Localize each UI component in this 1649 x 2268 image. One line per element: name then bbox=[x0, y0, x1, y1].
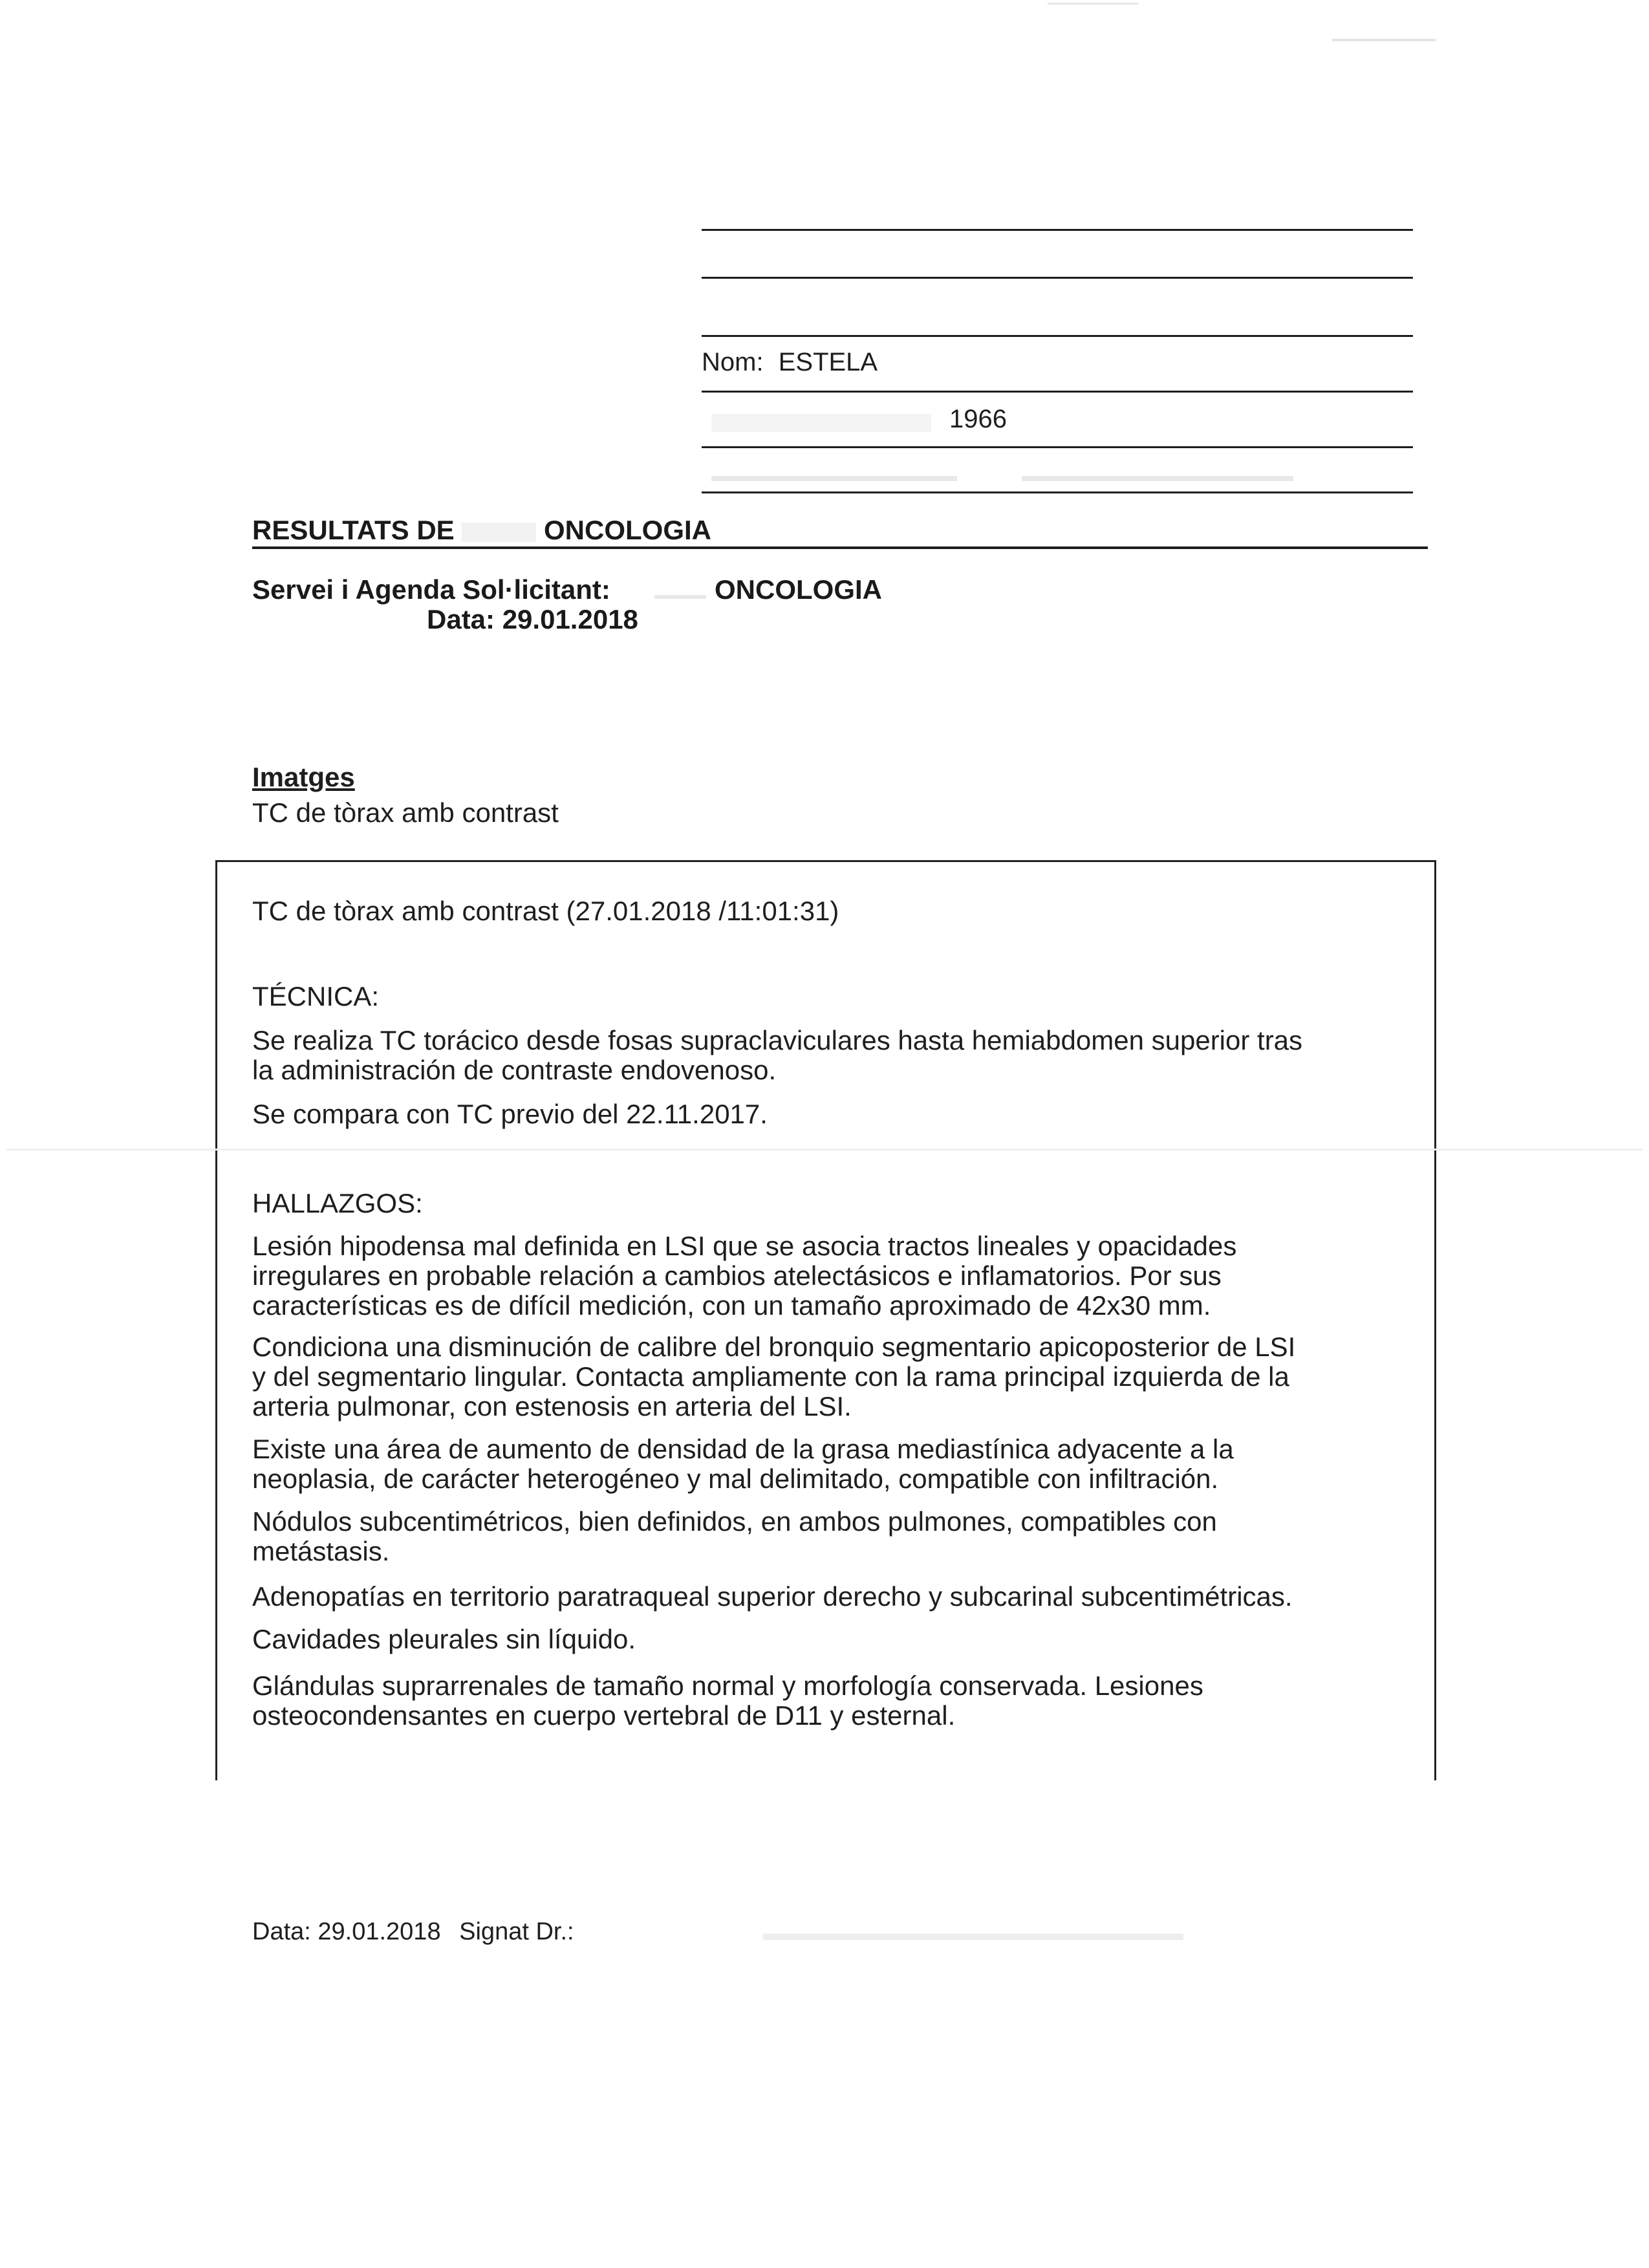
service-date-label: Data: bbox=[427, 604, 495, 634]
redaction-mark bbox=[763, 1934, 1183, 1940]
redaction-mark bbox=[1022, 476, 1293, 481]
text-line: la administración de contraste endovenoso. bbox=[252, 1055, 777, 1085]
patient-name-value: ESTELA bbox=[778, 348, 878, 376]
scan-artifact bbox=[6, 1149, 1643, 1150]
findings-heading: HALLAZGOS: bbox=[252, 1188, 423, 1218]
service-value: ONCOLOGIA bbox=[715, 574, 882, 605]
patient-name bbox=[702, 348, 878, 377]
patient-birth-year: 1966 bbox=[949, 405, 1007, 433]
header-rule bbox=[702, 229, 1413, 231]
service-label: Servei i Agenda Sol·licitant: bbox=[252, 574, 610, 605]
technique-paragraph bbox=[252, 1026, 1410, 1085]
finding-paragraph bbox=[252, 1332, 1410, 1421]
header-rule bbox=[702, 391, 1413, 393]
redaction-mark bbox=[711, 476, 957, 481]
text-line: características es de difícil medición, con un tamaño aproximado de 42x30 mm. bbox=[252, 1290, 1211, 1321]
finding-paragraph bbox=[252, 1231, 1410, 1321]
page-title-suffix: ONCOLOGIA bbox=[544, 515, 712, 545]
study-title: TC de tòrax amb contrast (27.01.2018 /11:01:31) bbox=[252, 896, 839, 926]
text-line: osteocondensantes en cuerpo vertebral de D11 y esternal. bbox=[252, 1700, 956, 1731]
redaction-mark bbox=[711, 414, 931, 432]
header-rule bbox=[702, 335, 1413, 337]
page-title-prefix: RESULTATS DE bbox=[252, 515, 455, 545]
finding-paragraph bbox=[252, 1434, 1410, 1494]
text-line: Condiciona una disminución de calibre del bronquio segmentario apicoposterior de LSI bbox=[252, 1332, 1296, 1362]
title-rule bbox=[252, 546, 1428, 549]
comparison-line: Se compara con TC previo del 22.11.2017. bbox=[252, 1099, 768, 1129]
header-rule bbox=[702, 277, 1413, 279]
page-title-redaction bbox=[462, 523, 536, 542]
finding-paragraph bbox=[252, 1625, 1410, 1654]
footer-date-label: Data: bbox=[252, 1918, 311, 1945]
redaction-mark bbox=[654, 595, 706, 599]
text-line: Existe una área de aumento de densidad de la grasa mediastínica adyacente a la bbox=[252, 1434, 1234, 1464]
text-line: metástasis. bbox=[252, 1536, 390, 1566]
service-date-value: 29.01.2018 bbox=[502, 604, 638, 634]
service-date bbox=[427, 604, 638, 635]
finding-paragraph bbox=[252, 1507, 1410, 1566]
text-line: irregulares en probable relación a cambios atelectásicos e inflamatorios. Por sus bbox=[252, 1260, 1222, 1291]
technique-heading: TÉCNICA: bbox=[252, 981, 380, 1011]
finding-paragraph bbox=[252, 1582, 1410, 1612]
images-heading: Imatges bbox=[252, 762, 355, 792]
header-rule bbox=[702, 491, 1413, 493]
footer-signature-line bbox=[252, 1918, 574, 1946]
text-line: Cavidades pleurales sin líquido. bbox=[252, 1624, 636, 1654]
text-line: neoplasia, de carácter heterogéneo y mal delimitado, compatible con infiltración. bbox=[252, 1463, 1219, 1494]
footer-date-value: 29.01.2018 bbox=[318, 1918, 441, 1945]
images-subtitle: TC de tòrax amb contrast bbox=[252, 797, 559, 828]
text-line: Glándulas suprarrenales de tamaño normal y morfología conservada. Lesiones bbox=[252, 1670, 1203, 1701]
patient-name-label: Nom: bbox=[702, 348, 764, 376]
text-line: Adenopatías en territorio paratraqueal superior derecho y subcarinal subcentimétricas. bbox=[252, 1581, 1293, 1612]
text-line: Nódulos subcentimétricos, bien definidos, en ambos pulmones, compatibles con bbox=[252, 1506, 1217, 1537]
scan-artifact bbox=[1048, 3, 1138, 5]
finding-paragraph bbox=[252, 1671, 1410, 1731]
header-rule bbox=[702, 446, 1413, 448]
page-title bbox=[252, 515, 711, 546]
text-line: arteria pulmonar, con estenosis en arteria del LSI. bbox=[252, 1391, 852, 1421]
scan-artifact bbox=[1332, 39, 1436, 41]
text-line: Lesión hipodensa mal definida en LSI que se asocia tractos lineales y opacidades bbox=[252, 1231, 1237, 1261]
footer-signed-label: Signat Dr.: bbox=[459, 1918, 574, 1945]
text-line: Se realiza TC torácico desde fosas supraclaviculares hasta hemiabdomen superior tras bbox=[252, 1025, 1303, 1055]
text-line: y del segmentario lingular. Contacta ampliamente con la rama principal izquierda de la bbox=[252, 1361, 1289, 1392]
